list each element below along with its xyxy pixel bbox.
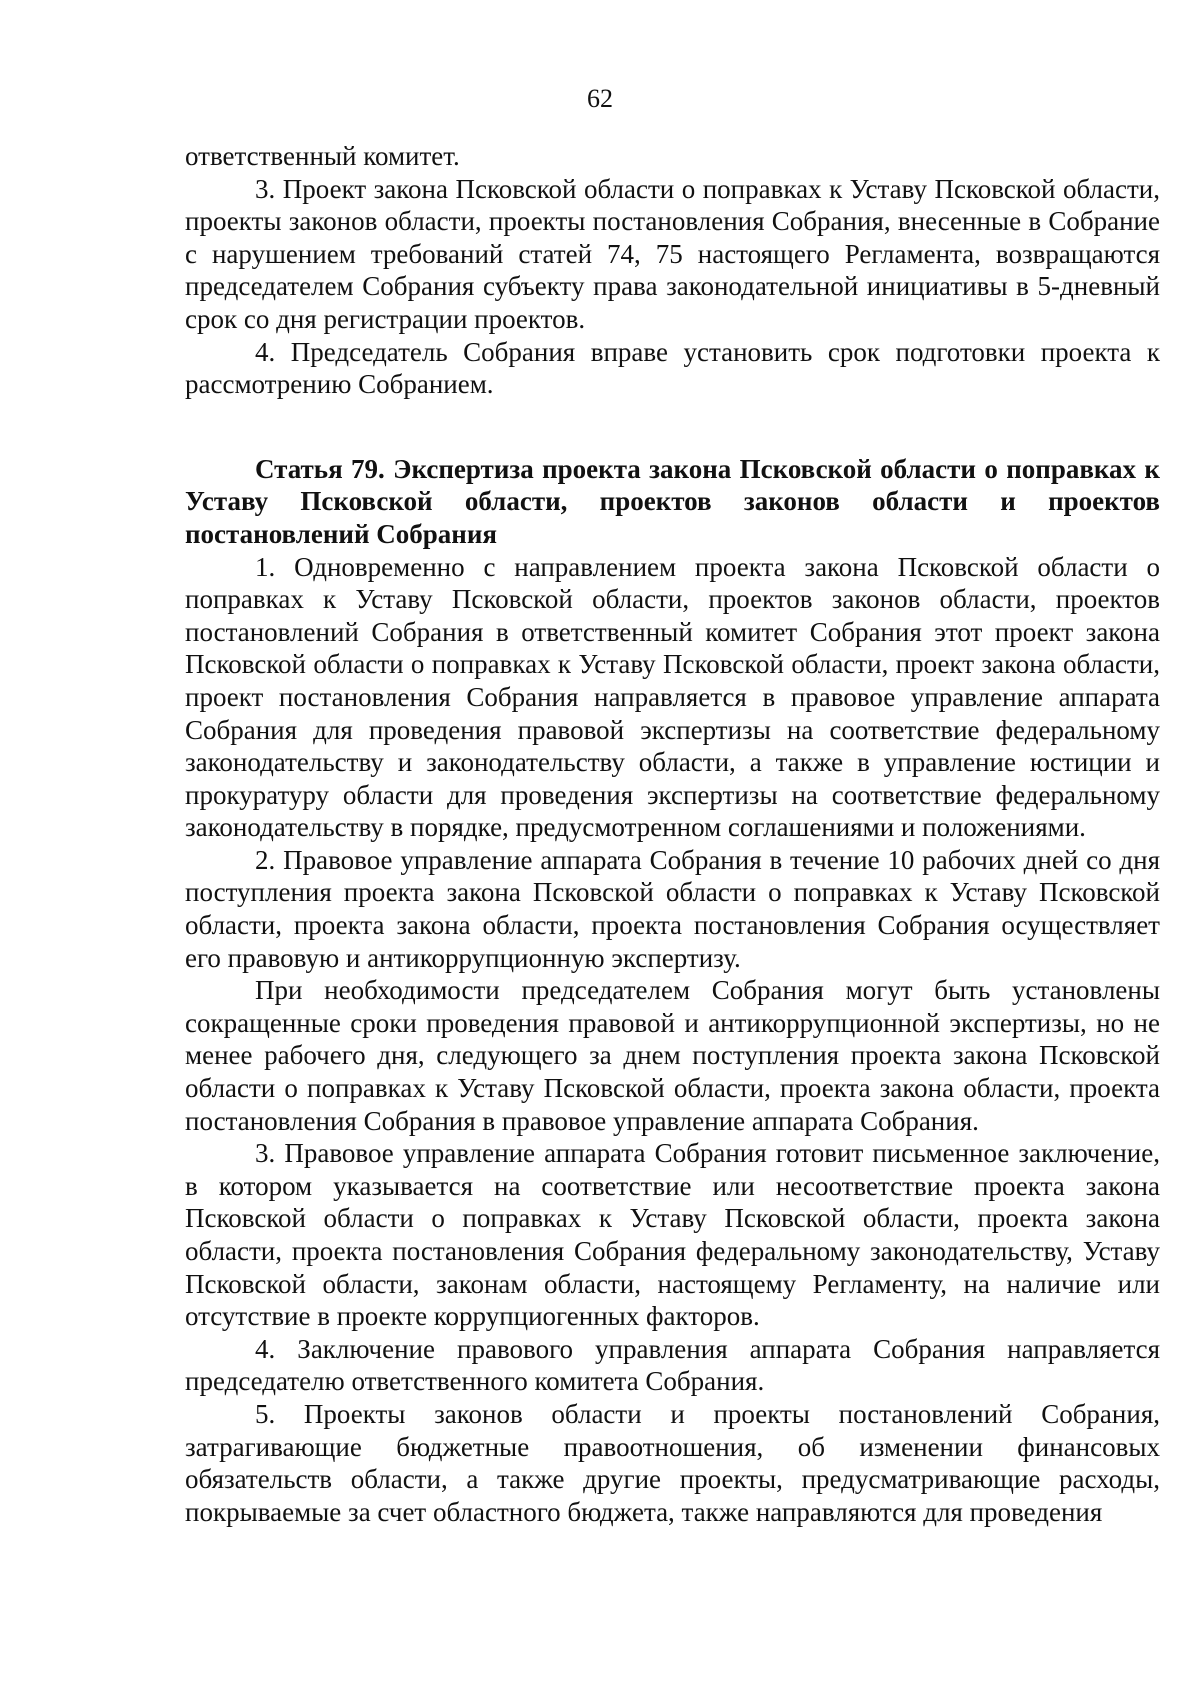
document-body [185,140,1160,1528]
paragraph-item-4: 4. Председатель Собрания вправе установить срок подготовки проекта к рассмотрению Собранием. [185,336,1160,400]
paragraph-continuation: ответственный комитет. [185,141,460,171]
article-paragraph-2-continued: При необходимости председателем Собрания могут быть установлены сокращенные сроки проведения правовой и антикоррупционной экспертизы, но не менее рабочего дня, следующего за днем поступления проекта закона Псковской области о поправках к Уставу Псковской области, проекта закона области, проекта постановления Собрания в правовое управление аппарата Собрания. [185,975,1160,1136]
paragraph-item-3: 3. Проект закона Псковской области о поправках к Уставу Псковской области, проекты законов области, проекты постановления Собрания, внесенные в Собрание с нарушением требований статей 74, 75 настоящего Регламента, возвращаются председателем Собрания субъекту права законодательной инициативы в 5-дневный срок со дня регистрации проектов. [185,173,1160,334]
article-paragraph-4: 4. Заключение правового управления аппарата Собрания направляется председателю ответственного комитета Собрания. [185,1333,1160,1397]
article-paragraph-3: 3. Правовое управление аппарата Собрания готовит письменное заключение, в котором указывается на соответствие или несоответствие проекта закона Псковской области о поправках к Уставу Псковской области, проекта закона области, проекта постановления Собрания федеральному законодательству, Уставу Псковской области, законам области, настоящему Регламенту, на наличие или отсутствие в проекте коррупциогенных факторов. [185,1138,1160,1332]
article-paragraph-2: 2. Правовое управление аппарата Собрания в течение 10 рабочих дней со дня поступления проекта закона Псковской области о поправках к Уставу Псковской области, проекта закона области, проекта постановления Собрания осуществляет его правовую и антикоррупционную экспертизу. [185,844,1160,973]
article-paragraph-1: 1. Одновременно с направлением проекта закона Псковской области о поправках к Уставу Псковской области, проектов законов области, проектов постановлений Собрания в ответственный комитет Собрания этот проект закона Псковской области о поправках к Уставу Псковской области, проект закона области, проект постановления Собрания направляется в правовое управление аппарата Собрания для проведения правовой экспертизы на соответствие федеральному законодательству и законодательству области, а также в управление юстиции и прокуратуру области для проведения экспертизы на соответствие федеральному законодательству в порядке, предусмотренном соглашениями и положениями. [185,551,1160,843]
page-number: 62 [587,84,613,113]
article-paragraph-5: 5. Проекты законов области и проекты постановлений Собрания, затрагивающие бюджетные правоотношения, об изменении финансовых обязательств области, а также другие проекты, предусматривающие расходы, покрываемые за счет областного бюджета, также направляются для проведения [185,1398,1160,1527]
article-79-heading: Статья 79. Экспертиза проекта закона Псковской области о поправках к Уставу Псковской области, проектов законов области и проектов постановлений Собрания [185,453,1160,549]
